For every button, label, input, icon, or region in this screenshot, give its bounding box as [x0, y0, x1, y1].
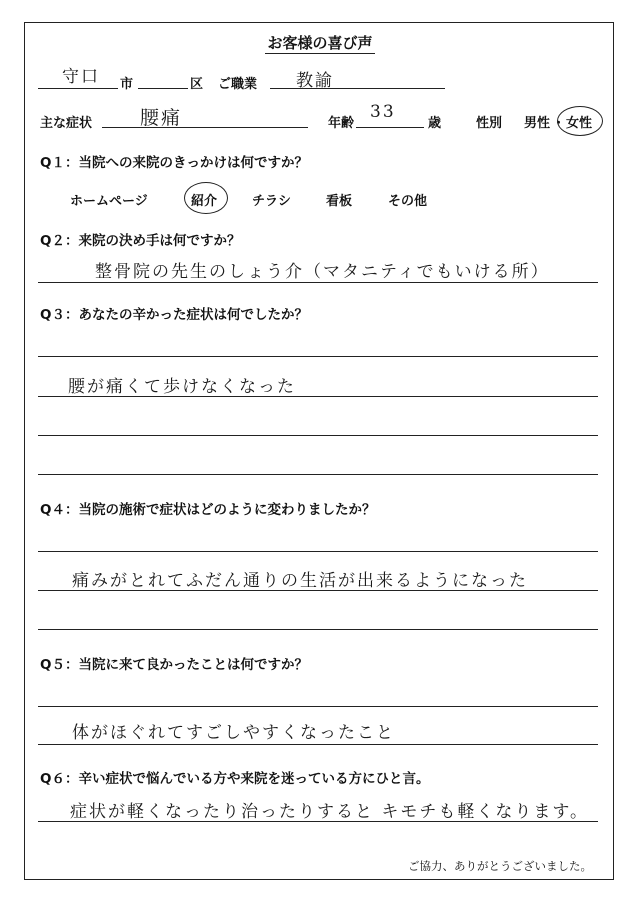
- occupation-label: ご職業: [218, 77, 258, 92]
- occupation-line: [270, 88, 445, 89]
- footer-thanks: ご協力、ありがとうございました。: [408, 859, 592, 873]
- q5-question: Q５：当院に来て良かったことは何ですか？: [40, 657, 308, 673]
- q1-selection-circle: [184, 182, 228, 214]
- q1-option-flyer: チラシ: [252, 194, 292, 209]
- symptom-label: 主な症状: [40, 116, 93, 131]
- q6-question: Q６：辛い症状で悩んでいる方や来院を迷っている方にひと言。: [40, 771, 430, 787]
- q6-answer: 症状が軽くなったり治ったりすると キモチも軽くなります。: [70, 802, 590, 822]
- q1-option-referral: 紹介: [191, 194, 218, 209]
- q2-answer: 整骨院の先生のしょう介（マタニティでもいける所）: [95, 262, 550, 282]
- q3-answer: 腰が痛くて歩けなくなった: [68, 377, 296, 397]
- q1-option-signboard: 看板: [326, 194, 353, 209]
- gender-female: 女性: [566, 116, 593, 131]
- q6-answer-line: [38, 821, 598, 822]
- symptom-line: [102, 127, 308, 128]
- q2-question: Q２：来院の決め手は何ですか？: [40, 233, 241, 249]
- age-label: 年齢: [328, 116, 355, 131]
- city-line: [38, 88, 118, 89]
- q5-line-1: [38, 706, 598, 707]
- q4-answer: 痛みがとれてふだん通りの生活が出来るようになった: [72, 571, 528, 591]
- form-title: お客様の喜び声: [267, 34, 373, 52]
- q2-answer-line: [38, 282, 598, 283]
- q1-question: Q１：当院への来院のきっかけは何ですか？: [40, 155, 308, 171]
- q3-line-4: [38, 474, 598, 475]
- q3-line-3: [38, 435, 598, 436]
- q4-line-3: [38, 629, 598, 630]
- q5-answer: 体がほぐれてすごしやすくなったこと: [72, 723, 395, 743]
- q1-option-other: その他: [388, 194, 428, 209]
- city-value: 守口: [62, 67, 100, 87]
- q3-line-2: [38, 396, 598, 397]
- q4-line-1: [38, 551, 598, 552]
- age-line: [356, 127, 424, 128]
- gender-label: 性別: [476, 116, 503, 131]
- symptom-value: 腰痛: [140, 107, 183, 129]
- gender-selection-circle: [557, 106, 603, 136]
- q4-question: Q４：当院の施術で症状はどのように変わりましたか？: [40, 502, 376, 518]
- gender-male: 男性: [524, 116, 551, 131]
- ward-line: [138, 88, 188, 89]
- q5-line-2: [38, 744, 598, 745]
- q1-option-homepage: ホームページ: [70, 194, 148, 209]
- age-value: 33: [370, 102, 396, 122]
- age-unit: 歳: [428, 116, 442, 131]
- occupation-value: 教諭: [296, 71, 334, 91]
- q4-line-2: [38, 590, 598, 591]
- city-label: 市: [120, 77, 134, 92]
- q3-question: Q３：あなたの辛かった症状は何でしたか？: [40, 307, 308, 323]
- ward-label: 区: [190, 77, 204, 92]
- gender-sep: ・: [552, 116, 566, 131]
- q3-line-1: [38, 356, 598, 357]
